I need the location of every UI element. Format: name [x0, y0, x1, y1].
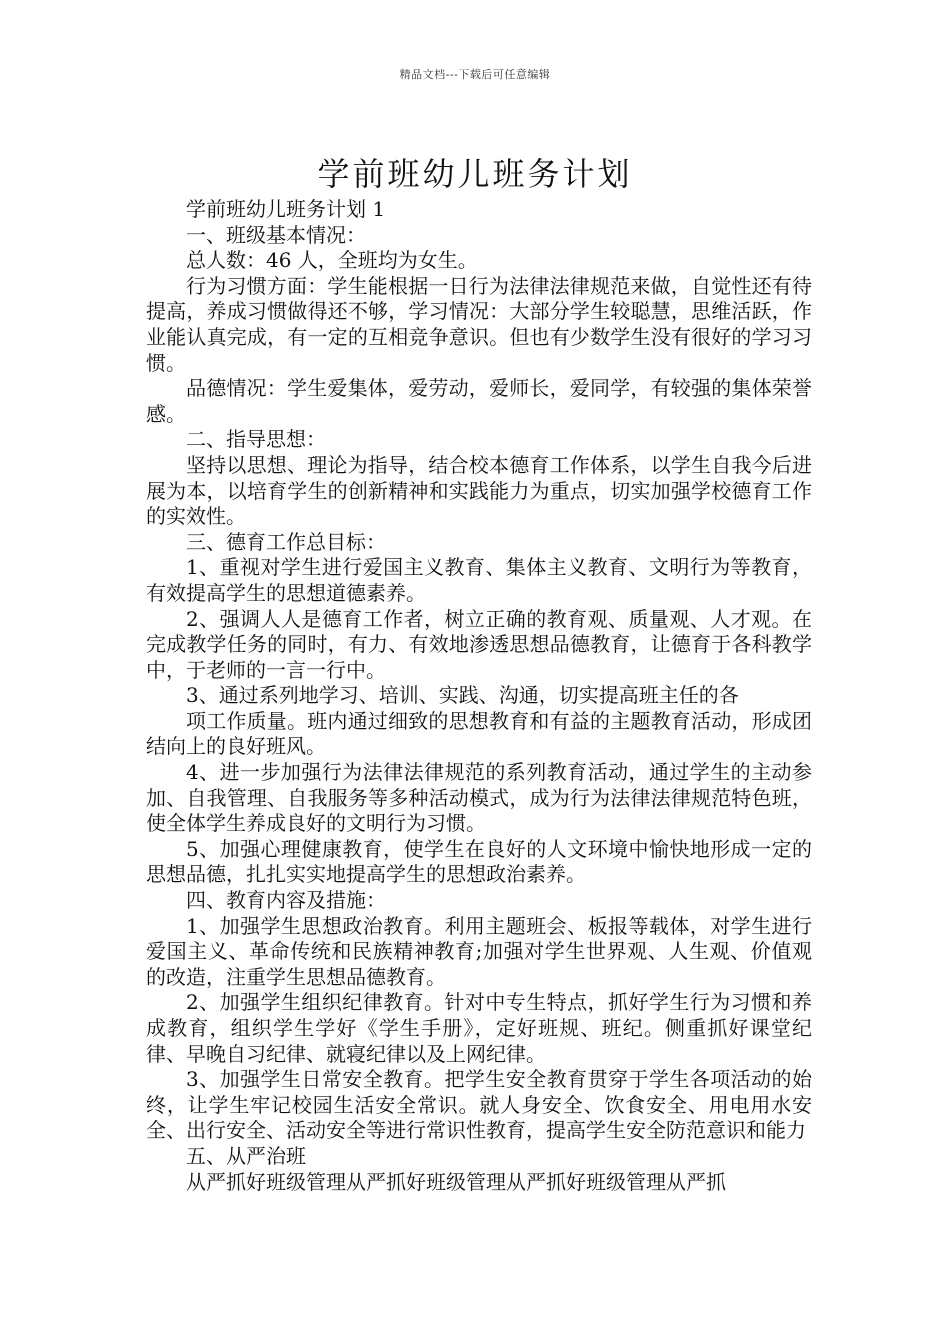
list-item: 1、重视对学生进行爱国主义教育、集体主义教育、文明行为等教育，有效提高学生的思想道德素养。	[146, 555, 812, 605]
subtitle-line: 学前班幼儿班务计划 1	[186, 197, 386, 221]
paragraph: 坚持以思想、理论为指导，结合校本德育工作体系，以学生自我今后进展为本，以培育学生的创新精神和实践能力为重点，切实加强学校德育工作的实效性。	[146, 452, 812, 529]
section-heading: 二、指导思想：	[186, 427, 326, 452]
list-item-continued: 项工作质量。班内通过细致的思想教育和有益的主题教育活动，形成团结向上的良好班风。	[146, 708, 812, 759]
list-item: 3、加强学生日常安全教育。把学生安全教育贯穿于学生各项活动的始终，让学生牢记校园生活安全常识。就人身安全、饮食安全、用电用水安全、出行安全、活动安全等进行常识性教育，提高学生安全防范意识和能力	[146, 1067, 812, 1143]
paragraph: 从严抓好班级管理从严抓好班级管理从严抓好班级管理从严抓	[186, 1169, 726, 1194]
document-body	[146, 197, 812, 1195]
section-heading: 三、德育工作总目标：	[186, 529, 386, 554]
list-item: 1、加强学生思想政治教育。利用主题班会、板报等载体，对学生进行爱国主义、革命传统和民族精神教育;加强对学生世界观、人生观、价值观的改造，注重学生思想品德教育。	[146, 913, 812, 989]
section-heading: 一、班级基本情况：	[186, 222, 366, 247]
document-title: 学前班幼儿班务计划	[317, 155, 633, 194]
list-item: 2、强调人人是德育工作者，树立正确的教育观、质量观、人才观。在完成教学任务的同时，有力、有效地渗透思想品德教育，让德育于各科教学中，于老师的一言一行中。	[146, 606, 812, 682]
list-item: 2、加强学生组织纪律教育。针对中专生特点，抓好学生行为习惯和养成教育，组织学生学好《学生手册》，定好班规、班纪。侧重抓好课堂纪律、早晚自习纪律、就寝纪律以及上网纪律。	[146, 990, 812, 1066]
paragraph: 行为习惯方面：学生能根据一日行为法律法律规范来做，自觉性还有待提高，养成习惯做得还不够，学习情况：大部分学生较聪慧，思维活跃，作业能认真完成，有一定的互相竞争意识。但也有少数学生没有很好的学习习惯。	[146, 273, 812, 375]
list-item: 5、加强心理健康教育，使学生在良好的人文环境中愉快地形成一定的思想品德，扎扎实实地提高学生的思想政治素养。	[146, 836, 812, 887]
list-item: 4、进一步加强行为法律法律规范的系列教育活动，通过学生的主动参加、自我管理、自我服务等多种活动模式，成为行为法律法律规范特色班，使全体学生养成良好的文明行为习惯。	[146, 760, 812, 836]
section-heading: 五、从严治班	[186, 1143, 306, 1168]
header-note: 精品文档---下载后可任意编辑	[399, 68, 551, 81]
section-heading: 四、教育内容及措施：	[186, 888, 386, 913]
list-item: 3、通过系列地学习、培训、实践、沟通，切实提高班主任的各	[186, 683, 739, 708]
paragraph: 总人数：46 人，全班均为女生。	[186, 248, 478, 273]
paragraph: 品德情况：学生爱集体，爱劳动，爱师长，爱同学，有较强的集体荣誉感。	[146, 376, 812, 426]
